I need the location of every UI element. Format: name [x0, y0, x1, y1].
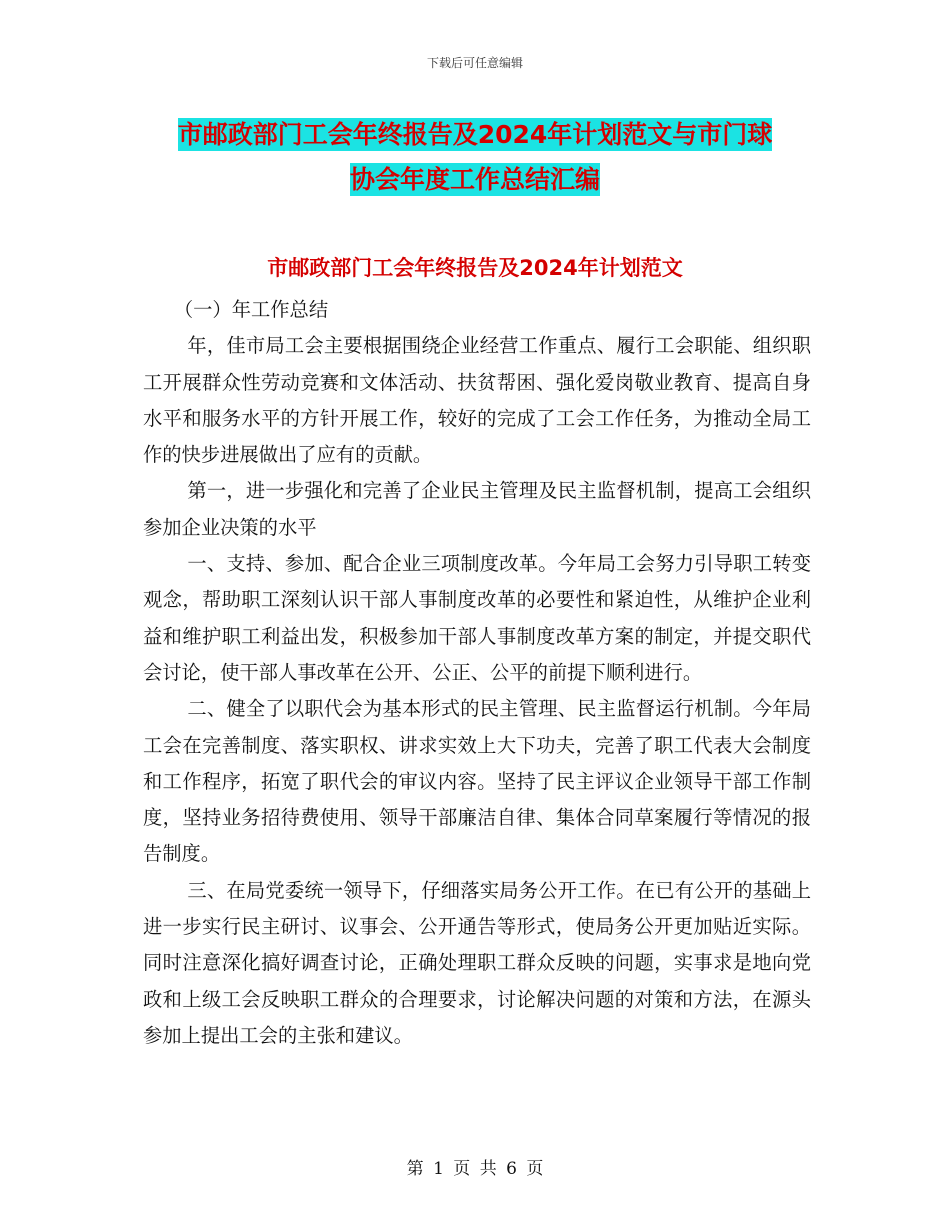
body-paragraph: 三、在局党委统一领导下，仔细落实局务公开工作。在已有公开的基础上进一步实行民主研讨、议事会、公开通告等形式，使局务公开更加贴近实际。同时注意深化搞好调查讨论，正确处理职工群众反映的问题，实事求是地向党政和上级工会反映职工群众的合理要求，讨论解决问题的对策和方法，在源头参加上提出工会的主张和建议。 [143, 878, 811, 1047]
body-paragraph: 二、健全了以职代会为基本形式的民主管理、民主监督运行机制。今年局工会在完善制度、落实职权、讲求实效上大下功夫，完善了职工代表大会制度和工作程序，拓宽了职代会的审议内容。坚持了民主评议企业领导干部工作制度，坚持业务招待费使用、领导干部廉洁自律、集体合同草案履行等情况的报告制度。 [143, 697, 811, 866]
page-number-footer: 第 1 页 共 6 页 [406, 1159, 544, 1179]
document-body [143, 292, 811, 1054]
body-paragraph: 第一，进一步强化和完善了企业民主管理及民主监督机制，提高工会组织参加企业决策的水平 [143, 479, 811, 539]
body-paragraph: 一、支持、参加、配合企业三项制度改革。今年局工会努力引导职工转变观念，帮助职工深刻认识干部人事制度改革的必要性和紧迫性，从维护企业利益和维护职工利益出发，积极参加干部人事制度改革方案的制定，并提交职代会讨论，使干部人事改革在公开、公正、公平的前提下顺利进行。 [143, 552, 811, 684]
page-header-note: 下载后可任意编辑 [426, 56, 523, 70]
document-title-line-2: 协会年度工作总结汇编 [349, 165, 600, 194]
section-title: 市邮政部门工会年终报告及2024年计划范文 [267, 256, 683, 280]
document-title-line-1: 市邮政部门工会年终报告及2024年计划范文与市门球 [177, 120, 773, 149]
body-paragraph: （一）年工作总结 [173, 298, 329, 321]
document-title [0, 112, 950, 202]
body-paragraph: 年，佳市局工会主要根据围绕企业经营工作重点、履行工会职能、组织职工开展群众性劳动竞赛和文体活动、扶贫帮困、强化爱岗敬业教育、提高自身水平和服务水平的方针开展工作，较好的完成了工会工作任务，为推动全局工作的快步进展做出了应有的贡献。 [143, 334, 811, 467]
